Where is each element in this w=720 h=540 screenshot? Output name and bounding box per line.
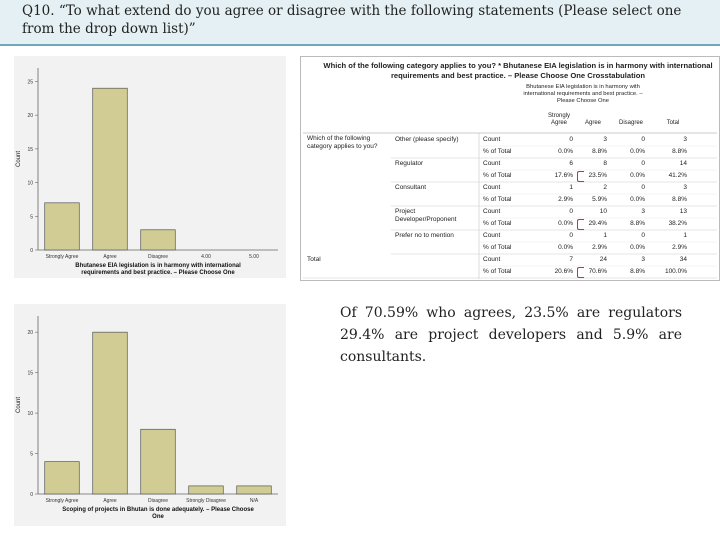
crosstab-pct-cell: 8.8% xyxy=(672,196,687,203)
chart-eia-harmony xyxy=(14,56,286,278)
crosstab-stat-label: Count xyxy=(483,256,501,263)
x-tick-label: Disagree xyxy=(147,254,169,260)
y-tick-label: 10 xyxy=(27,180,33,187)
crosstab-pct-cell: 0.0% xyxy=(630,244,645,251)
highlight-bracket xyxy=(577,171,584,182)
crosstab-count-cell: 3 xyxy=(603,136,607,143)
crosstab-pct-cell: 8.8% xyxy=(630,268,645,275)
crosstab-count-cell: 0 xyxy=(569,136,573,143)
crosstab-stat-label: % of Total xyxy=(483,268,512,275)
crosstab-pct-cell: 100.0% xyxy=(664,268,687,275)
x-axis-title: Scoping of projects in Bhutan is done adequately. – Please Choose One xyxy=(62,507,254,520)
crosstab-stat-label: Count xyxy=(483,232,501,239)
crosstab-count-cell: 3 xyxy=(641,256,645,263)
summary-note: Of 70.59% who agrees, 23.5% are regulators 29.4% are project developers and 5.9% are consultants. xyxy=(340,305,682,365)
crosstab-count-cell: 0 xyxy=(641,232,645,239)
crosstab-pct-cell: 0.0% xyxy=(630,172,645,179)
y-tick-label: 5 xyxy=(30,214,33,221)
highlight-bracket xyxy=(577,219,584,230)
crosstab-count-cell: 0 xyxy=(641,160,645,167)
crosstab-pct-cell: 5.9% xyxy=(592,196,607,203)
crosstab-stat-label: % of Total xyxy=(483,196,512,203)
crosstab-row-label: Prefer no to mention xyxy=(395,232,454,239)
x-tick-label: N/A xyxy=(249,498,259,504)
crosstab-count-cell: 13 xyxy=(679,208,687,215)
crosstab-pct-cell: 0.0% xyxy=(558,148,573,155)
crosstab-title: Which of the following category applies to you? * Bhutanese EIA legislation is in harmony with international requirements and best practice. – Please Choose One Crosstabulation xyxy=(323,61,713,80)
crosstab-column-header: Total xyxy=(666,120,680,126)
x-tick-label: 5.00 xyxy=(249,254,259,260)
crosstab-row-header: Which of the following category applies to you? xyxy=(307,135,378,150)
crosstab-pct-cell: 0.0% xyxy=(630,148,645,155)
chart-scoping-svg xyxy=(14,304,286,526)
crosstab-row-label: Other (please specify) xyxy=(395,136,459,143)
crosstab-count-cell: 3 xyxy=(683,136,687,143)
crosstab-count-cell: 14 xyxy=(679,160,687,167)
crosstab-pct-cell: 2.9% xyxy=(592,244,607,251)
crosstab-pct-cell: 8.8% xyxy=(592,148,607,155)
crosstab-stat-label: Count xyxy=(483,184,501,191)
crosstab-count-cell: 1 xyxy=(569,184,573,191)
slide-header xyxy=(0,0,720,46)
crosstab-row-label: Project Developer/Proponent xyxy=(395,208,457,223)
chart-scoping xyxy=(14,304,286,526)
crosstab-pct-cell: 70.6% xyxy=(588,268,607,275)
crosstab-count-cell: 24 xyxy=(599,256,607,263)
crosstab-count-cell: 1 xyxy=(603,232,607,239)
crosstab-count-cell: 6 xyxy=(569,160,573,167)
crosstab-pct-cell: 41.2% xyxy=(668,172,687,179)
crosstab-count-cell: 34 xyxy=(679,256,687,263)
crosstab-pct-cell: 23.5% xyxy=(588,172,607,179)
x-tick-label: Strongly Disagree xyxy=(186,498,226,504)
crosstab-count-cell: 0 xyxy=(569,208,573,215)
crosstab-pct-cell: 8.8% xyxy=(630,220,645,227)
crosstab-row-label: Regulator xyxy=(395,160,424,167)
x-tick-label: Strongly Agree xyxy=(45,254,79,260)
x-tick-label: Agree xyxy=(103,498,117,504)
x-tick-label: Strongly Agree xyxy=(45,498,79,504)
crosstab-column-header: Strongly Agree xyxy=(547,113,570,126)
crosstab-count-cell: 1 xyxy=(683,232,687,239)
y-tick-label: 15 xyxy=(27,146,33,153)
x-tick-label: Disagree xyxy=(147,498,169,504)
crosstab-count-cell: 3 xyxy=(683,184,687,191)
slide-title: Q10. “To what extend do you agree or disagree with the following statements (Please select one from the drop down list)” xyxy=(22,3,682,37)
bar xyxy=(237,486,272,494)
crosstab-pct-cell: 2.9% xyxy=(672,244,687,251)
crosstab-pct-cell: 8.8% xyxy=(672,148,687,155)
crosstab-row-label: Consultant xyxy=(395,184,427,191)
x-tick-label: 4.00 xyxy=(201,254,211,260)
crosstab-count-cell: 8 xyxy=(603,160,607,167)
crosstab-pct-cell: 2.9% xyxy=(558,196,573,203)
crosstab-count-cell: 2 xyxy=(603,184,607,191)
y-axis-title: Count xyxy=(16,150,22,168)
crosstab-stat-label: Count xyxy=(483,136,501,143)
crosstab-column-group: Bhutanese EIA legislation is in harmony with international requirements and best practice. – Please Choose One xyxy=(523,84,643,104)
bar xyxy=(141,230,176,250)
crosstab-pct-cell: 0.0% xyxy=(558,244,573,251)
crosstab-column-header: Disagree xyxy=(618,120,643,126)
y-axis-title: Count xyxy=(16,396,22,414)
crosstab-pct-cell: 17.6% xyxy=(554,172,573,179)
y-tick-label: 20 xyxy=(27,330,33,337)
bar xyxy=(189,486,224,494)
crosstab-stat-label: % of Total xyxy=(483,172,512,179)
x-axis-title: Bhutanese EIA legislation is in harmony with international requirements and best practice. – Please Choose One xyxy=(75,263,241,276)
highlight-bracket xyxy=(577,267,584,278)
crosstab-count-cell: 0 xyxy=(641,184,645,191)
crosstab-count-cell: 0 xyxy=(641,136,645,143)
crosstab-stat-label: Count xyxy=(483,160,501,167)
y-tick-label: 20 xyxy=(27,113,33,120)
x-tick-label: Agree xyxy=(103,254,117,260)
crosstab-column-header: Agree xyxy=(584,120,601,126)
crosstab-stat-label: Count xyxy=(483,208,501,215)
y-tick-label: 10 xyxy=(27,411,33,418)
y-tick-label: 25 xyxy=(27,79,33,86)
crosstab-count-cell: 0 xyxy=(569,232,573,239)
crosstab-table xyxy=(300,56,720,281)
bar xyxy=(93,332,128,494)
crosstab-stat-label: % of Total xyxy=(483,244,512,251)
y-tick-label: 5 xyxy=(30,451,33,458)
bar xyxy=(141,429,176,494)
crosstab-count-cell: 3 xyxy=(641,208,645,215)
crosstab-pct-cell: 38.2% xyxy=(668,220,687,227)
bar xyxy=(93,88,128,250)
crosstab-total-label: Total xyxy=(307,256,321,263)
crosstab-count-cell: 7 xyxy=(569,256,573,263)
y-tick-label: 15 xyxy=(27,370,33,377)
crosstab-pct-cell: 0.0% xyxy=(558,220,573,227)
y-tick-label: 0 xyxy=(30,248,33,254)
crosstab-pct-cell: 0.0% xyxy=(630,196,645,203)
chart-eia-harmony-svg xyxy=(14,56,286,278)
crosstab-stat-label: % of Total xyxy=(483,148,512,155)
crosstab-pct-cell: 29.4% xyxy=(588,220,607,227)
crosstab-stat-label: % of Total xyxy=(483,220,512,227)
crosstab-pct-cell: 20.6% xyxy=(554,268,573,275)
crosstab-count-cell: 10 xyxy=(599,208,607,215)
y-tick-label: 0 xyxy=(30,492,33,498)
bar xyxy=(45,462,80,494)
bar xyxy=(45,203,80,250)
